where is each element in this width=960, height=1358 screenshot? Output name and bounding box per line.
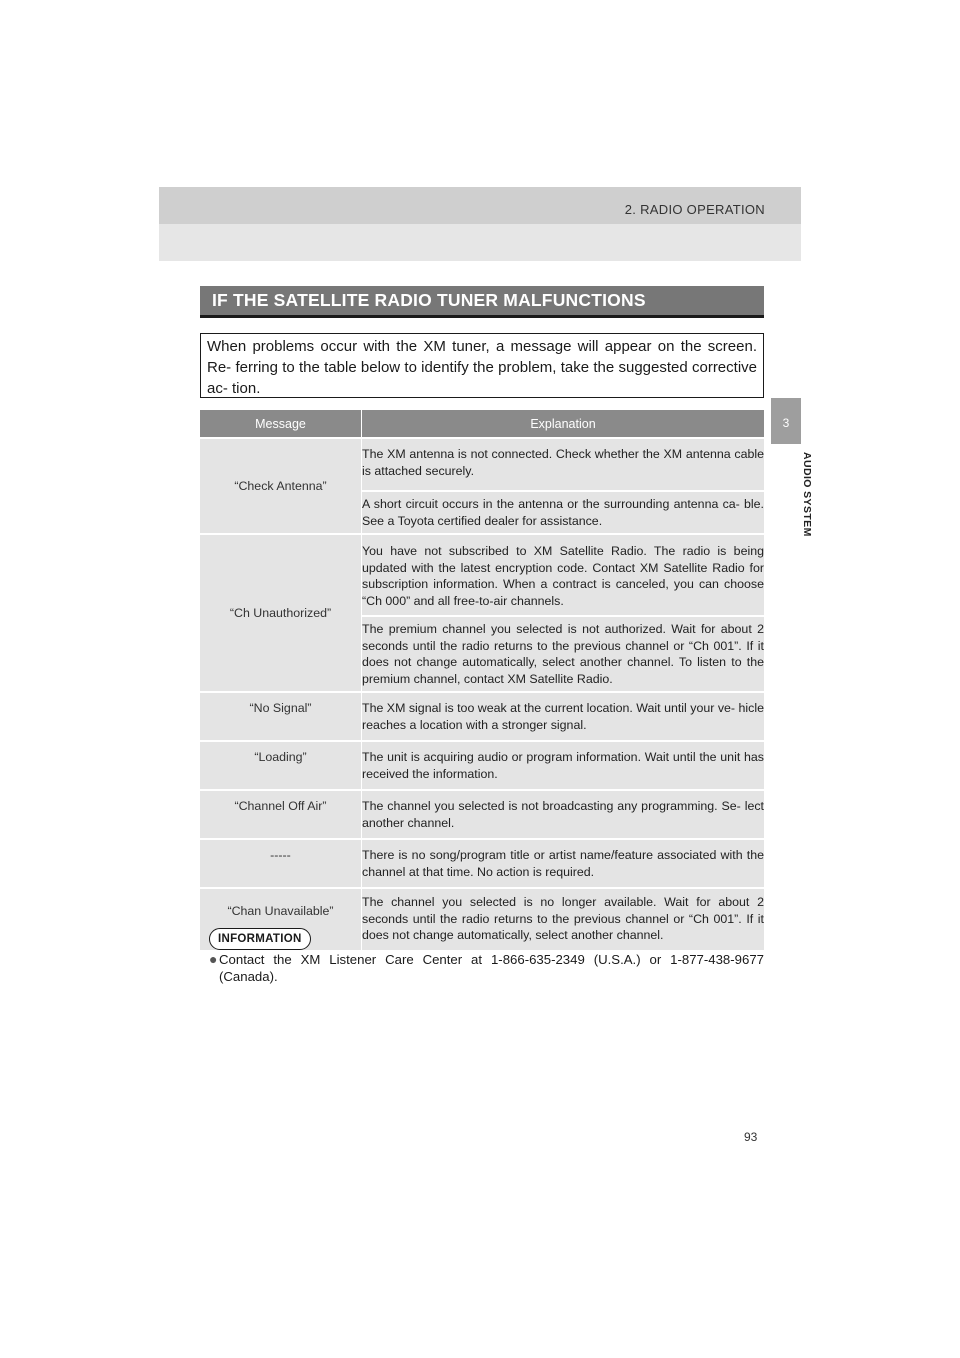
- explanation-cell: The XM signal is too weak at the current location. Wait until your ve- hicle reaches a location with a stronger signal.: [362, 692, 765, 741]
- message-cell: “Channel Off Air”: [200, 790, 362, 839]
- message-cell: “Chan Unavailable”: [200, 888, 362, 950]
- section-title: IF THE SATELLITE RADIO TUNER MALFUNCTIONS: [212, 290, 646, 310]
- table-row: [200, 692, 764, 741]
- chapter-title: 2. RADIO OPERATION: [624, 202, 765, 217]
- message-cell: -----: [200, 839, 362, 888]
- page-number: 93: [744, 1130, 758, 1144]
- explanation-cell: The premium channel you selected is not authorized. Wait for about 2 seconds until the radio returns to the previous channel or “Ch 001”. If it does not change automatically, select another channel. To listen to the premium channel, contact XM Satellite Radio.: [362, 616, 765, 692]
- message-table: [200, 410, 764, 950]
- chapter-side-label: AUDIO SYSTEM: [801, 452, 813, 537]
- explanation-cell: The channel you selected is not broadcasting any programming. Se- lect another channel.: [362, 790, 765, 839]
- bullet-icon: ●: [209, 951, 218, 967]
- table-header-row: [200, 410, 764, 438]
- message-cell: “No Signal”: [200, 692, 362, 741]
- table-row: [200, 741, 764, 790]
- section-title-bar: [200, 286, 764, 318]
- column-header-message: Message: [200, 410, 362, 438]
- explanation-cell: The channel you selected is no longer available. Wait for about 2 seconds until the radio returns to the previous channel or “Ch 001”. If it does not change automatically, select another channel.: [362, 888, 765, 950]
- information-text: Contact the XM Listener Care Center at 1-866-635-2349 (U.S.A.) or 1-877-438-9677 (Canada).: [219, 952, 764, 984]
- message-cell: “Check Antenna”: [200, 438, 362, 534]
- information-item: [209, 951, 764, 985]
- chapter-tab: [771, 398, 801, 444]
- table-row: [200, 790, 764, 839]
- information-tag: INFORMATION: [209, 928, 311, 950]
- message-cell: “Loading”: [200, 741, 362, 790]
- intro-box: When problems occur with the XM tuner, a message will appear on the screen. Re- ferring to the table below to identify the problem, take the suggested corrective ac- tion.: [200, 333, 764, 398]
- explanation-cell: There is no song/program title or artist name/feature associated with the channel at that time. No action is required.: [362, 839, 765, 888]
- explanation-cell: The unit is acquiring audio or program information. Wait until the unit has received the information.: [362, 741, 765, 790]
- table-row: [200, 534, 764, 616]
- table-row: [200, 839, 764, 888]
- explanation-cell: A short circuit occurs in the antenna or the surrounding antenna ca- ble. See a Toyota certified dealer for assistance.: [362, 491, 765, 534]
- chapter-tab-number: 3: [782, 416, 790, 430]
- message-cell: “Ch Unauthorized”: [200, 534, 362, 692]
- header-band-top: [159, 187, 801, 224]
- table-row: [200, 438, 764, 491]
- explanation-cell: The XM antenna is not connected. Check whether the XM antenna cable is attached securely.: [362, 438, 765, 491]
- column-header-explanation: Explanation: [362, 410, 765, 438]
- explanation-cell: You have not subscribed to XM Satellite Radio. The radio is being updated with the latest encryption code. Contact XM Satellite Radio for subscription information. When a contract is canceled, you can choose “Ch 000” and all free-to-air channels.: [362, 534, 765, 616]
- header-band: [159, 187, 801, 261]
